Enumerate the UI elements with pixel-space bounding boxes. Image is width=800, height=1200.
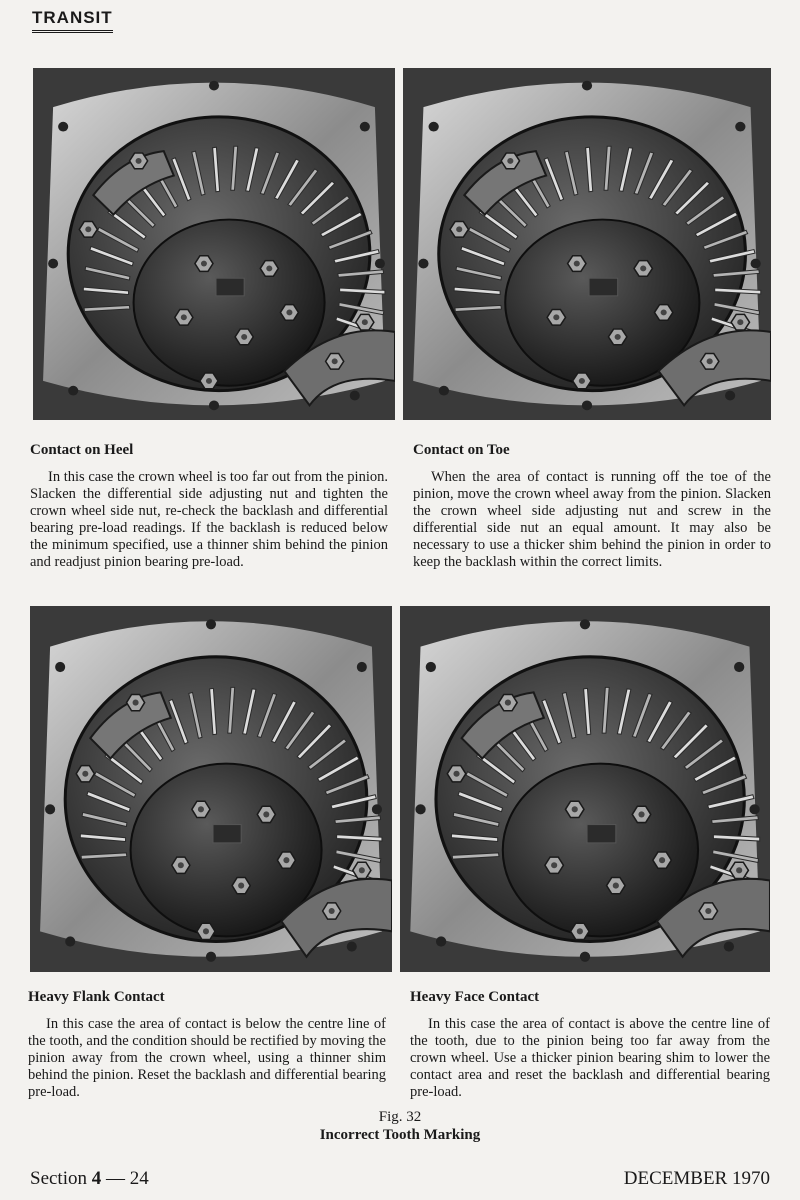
text-contact-on-heel: In this case the crown wheel is too far out from the pinion. Slacken the differential side adjusting nut and tighten the crown wheel side nut, re-check the backlash and differential bearing pre-load readings. If the backlash is reduced below the minimum specified, use a thinner shim behind the pinion and readjust pinion bearing pre-load. [30, 469, 388, 570]
photo-heavy-flank-contact [30, 606, 392, 972]
text-contact-on-toe: When the area of contact is running off the toe of the pinion, move the crown wheel away from the pinion. Slacken the crown wheel side adjusting nut and screw in the differential side nut an equal amount. It may also be necessary to use a thicker shim behind the pinion in order to keep the backlash within the correct limits. [413, 469, 771, 570]
heading-heavy-face-contact: Heavy Face Contact [410, 989, 540, 1005]
caption-heavy-face-contact [410, 989, 770, 1101]
figure-caption [0, 1108, 800, 1144]
photo-heavy-face-contact [400, 606, 770, 972]
heading-contact-on-toe: Contact on Toe [413, 442, 510, 458]
figure-title: Incorrect Tooth Marking [319, 1127, 481, 1143]
footer-section-number: 4 [91, 1168, 102, 1189]
caption-heavy-flank-contact [28, 989, 386, 1101]
heading-heavy-flank-contact: Heavy Flank Contact [28, 989, 165, 1005]
heading-contact-on-heel: Contact on Heel [30, 442, 134, 458]
caption-contact-on-heel [30, 442, 388, 571]
photo-contact-on-toe [403, 68, 771, 420]
footer-section [30, 1168, 149, 1190]
footer-date: DECEMBER 1970 [623, 1168, 770, 1189]
running-header: TRANSIT [32, 8, 113, 33]
footer-section-prefix: Section [30, 1168, 92, 1189]
footer-page-suffix: — 24 [101, 1168, 149, 1189]
text-heavy-face-contact: In this case the area of contact is above the centre line of the tooth, due to the pinion being too far away from the crown wheel. Use a thicker pinion bearing shim to lower the contact area and reset the backlash and differential bearing pre-load. [410, 1016, 770, 1100]
figure-number: Fig. 32 [378, 1109, 422, 1125]
text-heavy-flank-contact: In this case the area of contact is below the centre line of the tooth, and the condition should be rectified by moving the pinion away from the crown wheel, using a thinner shim behind the pinion. Reset the backlash and differential bearing pre-load. [28, 1016, 386, 1100]
photo-contact-on-heel [33, 68, 395, 420]
caption-contact-on-toe [413, 442, 771, 571]
